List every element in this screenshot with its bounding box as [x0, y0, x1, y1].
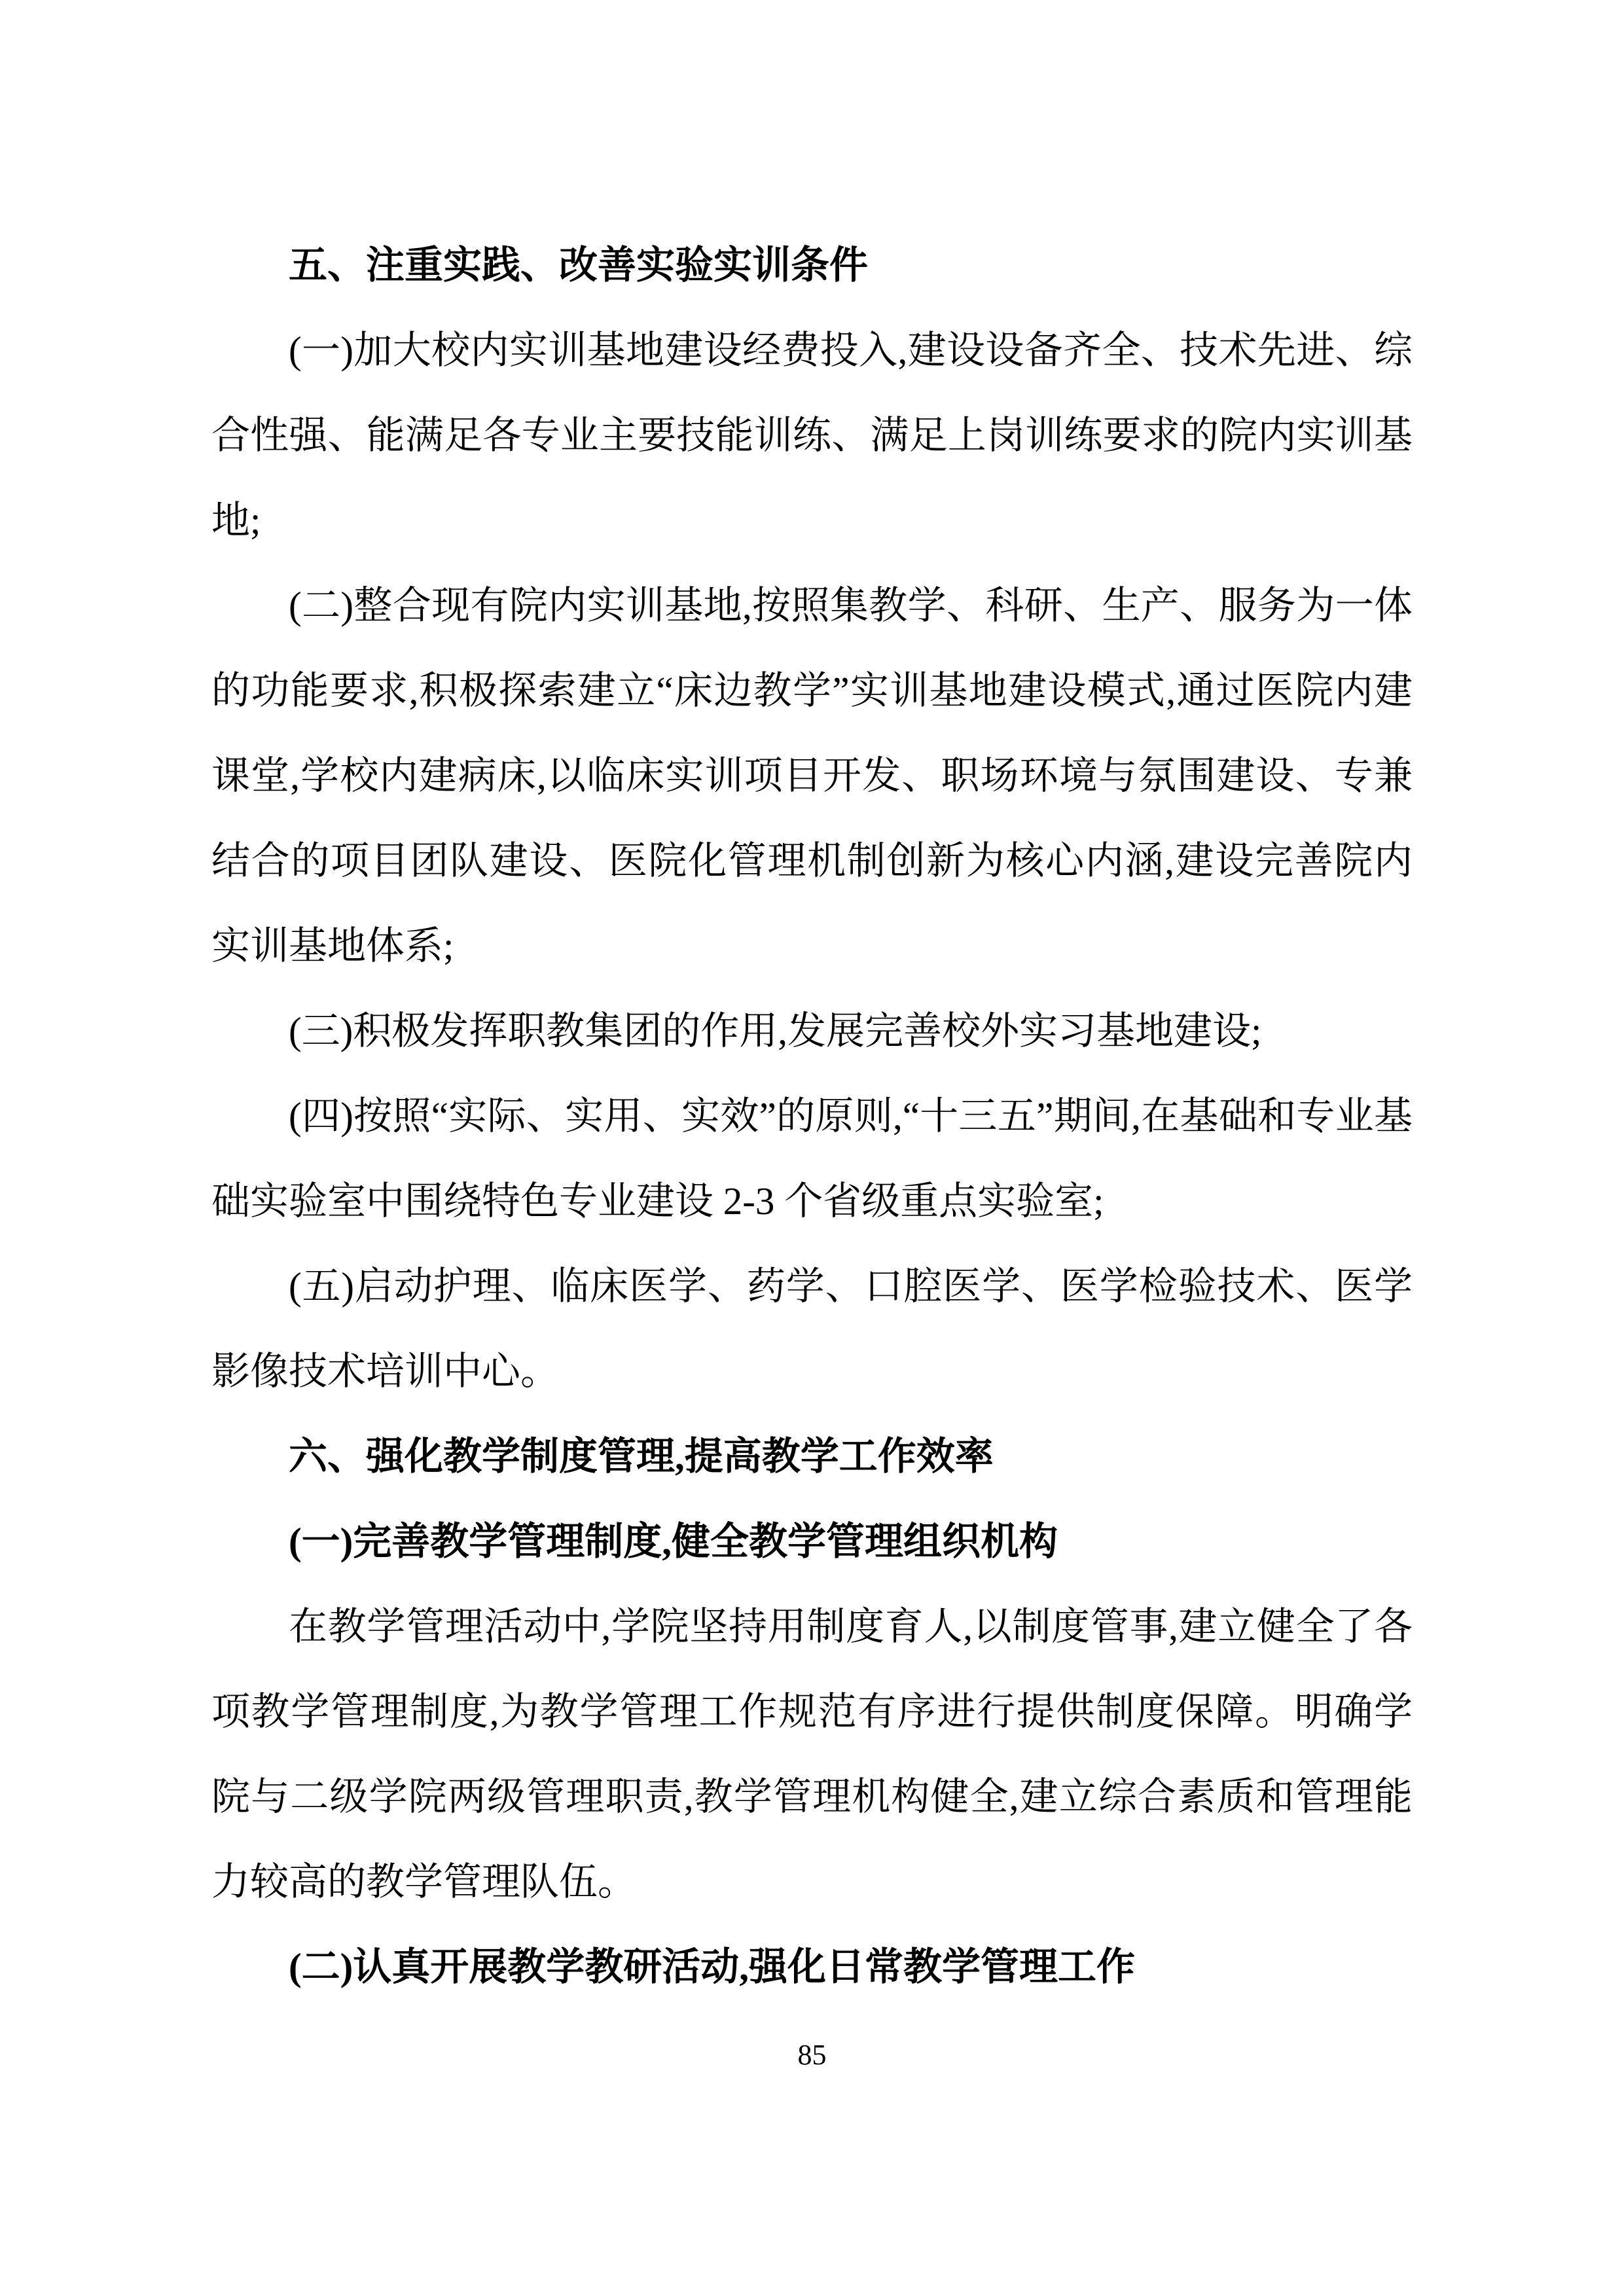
page-number: 85 — [797, 2039, 827, 2071]
subheading-6-1: (一)完善教学管理制度,健全教学管理组织机构 — [289, 1520, 1058, 1563]
heading-section-6: 六、强化教学制度管理,提高教学工作效率 — [289, 1435, 994, 1478]
paragraph-5-2: (二)整合现有院内实训基地,按照集教学、科研、生产、服务为一体的功能要求,积极探索建立“床边教学”实训基地建设模式,通过医院内建课堂,学校内建病床,以临床实训项目开发、职场环境与氛围建设、专兼结合的项目团队建设、医院化管理机制创新为核心内涵,建设完善院内实训基地体系; — [211, 584, 1413, 967]
heading-section-5: 五、注重实践、改善实验实训条件 — [289, 243, 869, 287]
subheading-6-2: (二)认真开展教学教研活动,强化日常教学管理工作 — [289, 1945, 1136, 1988]
paragraph-6-1: 在教学管理活动中,学院坚持用制度育人,以制度管事,建立健全了各项教学管理制度,为教学管理工作规范有序进行提供制度保障。明确学院与二级学院两级管理职责,教学管理机构健全,建立综合素质和管理能力较高的教学管理队伍。 — [211, 1605, 1413, 1903]
paragraph-5-3: (三)积极发挥职教集团的作用,发展完善校外实习基地建设; — [289, 1009, 1262, 1052]
paragraph-5-1: (一)加大校内实训基地建设经费投入,建设设备齐全、技术先进、综合性强、能满足各专业主要技能训练、满足上岗训练要求的院内实训基地; — [211, 329, 1413, 542]
paragraph-5-5: (五)启动护理、临床医学、药学、口腔医学、医学检验技术、医学影像技术培训中心。 — [211, 1265, 1413, 1393]
paragraph-5-4: (四)按照“实际、实用、实效”的原则,“十三五”期间,在基础和专业基础实验室中围绕特色专业建设 2-3 个省级重点实验室; — [211, 1094, 1413, 1223]
document-body — [211, 223, 1413, 2009]
